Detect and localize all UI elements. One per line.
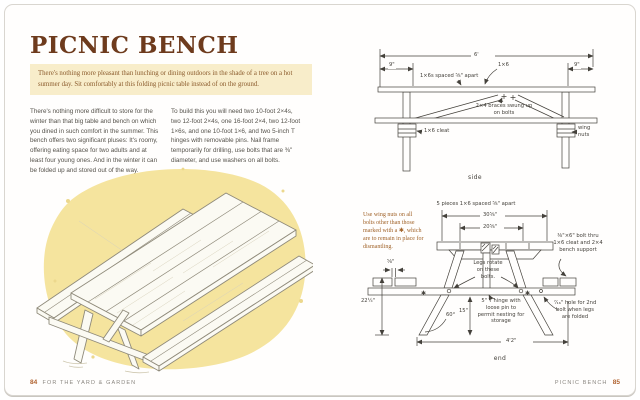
side-label-braces: 2×4 braces swung up on bolts [475,103,533,116]
end-label-hinge: 5" T hinge with loose pin to permit nesting for storage [477,298,525,325]
end-note: Use wing nuts on all bolts other than those marked with a ✱, which are to remain in place for dismantling. [363,212,424,251]
left-footer [30,380,136,387]
end-dim-top-boards: 5 pieces 1×6 spaced ⅝" apart [436,201,516,207]
side-label-top-boards: 1×6s spaced ⅝" apart [420,73,479,79]
left-page [5,5,325,400]
end-dim-leg-spread: 4'2" [506,338,517,344]
right-page-number: 85 [612,379,620,386]
end-dim-bench-height: 22¼" [361,298,376,304]
side-view-caption: side [468,174,482,181]
picnic-table-illustration [33,161,313,375]
right-section-label: PICNIC BENCH [554,380,608,386]
right-page [325,5,640,400]
side-label-board: 1×6 [498,62,509,68]
book-pages [4,4,636,396]
end-dim-leg-angle: 60° [446,312,456,318]
left-page-number: 84 [30,379,38,386]
left-section-label: FOR THE YARD & GARDEN [42,380,137,386]
body-column-1: There's nothing more difficult to store for the winter than that big table and bench on which you dined in such comfort in the summer. This bench offers two significant pluses: It's roomy, offering eating space for two adults and at least four young ones. And in the winter it can be folded up and stored out of the way. [30,108,159,174]
side-dim-overhang-right: 9" [574,62,580,68]
end-dim-rail-height: 15" [459,308,468,314]
side-label-cleat: 1×6 cleat [424,128,450,134]
side-dim-length: 6' [474,51,479,58]
body-column-2: To build this you will need two 10-foot 2×4s, two 12-foot 2×4s, one 16-foot 2×4, two 12-foot 1×6s, and one 10-foot 1×6, and two 5-inch T hinges with removable pins. Nail frame temporarily for drilling, use bolts that are ⅜" diameter, and use washers on all bolts. [171,108,301,164]
end-label-leg-bolts: Legs rotate on these bolts. [473,260,503,280]
side-dim-overhang-left: 9" [389,62,395,68]
end-dim-board-gap: ⅝" [387,259,395,265]
intro-callout: There's nothing more pleasant than lunching or dining outdoors in the shade of a tree on a hot summer day. Sit comfortably at this folding picnic table instead of on the ground. [30,64,312,95]
end-label-hole: ⁷⁄₁₆" hole for 2nd bolt when legs are folded [553,300,597,320]
end-label-bench-bolt: ⅜"×6" bolt thru 1×6 cleat and 2×4 bench support [553,233,603,253]
end-dim-inner-width: 20⅝" [483,224,498,230]
end-dim-outer-width: 30⅝" [483,212,498,218]
side-label-wing-nuts: wing nuts [578,125,591,138]
page-title: PICNIC BENCH [30,32,239,59]
star-marker-right: ✱ [525,290,531,297]
right-footer [555,380,620,387]
end-view-caption: end [493,355,507,362]
star-marker-left: ✱ [421,290,427,297]
